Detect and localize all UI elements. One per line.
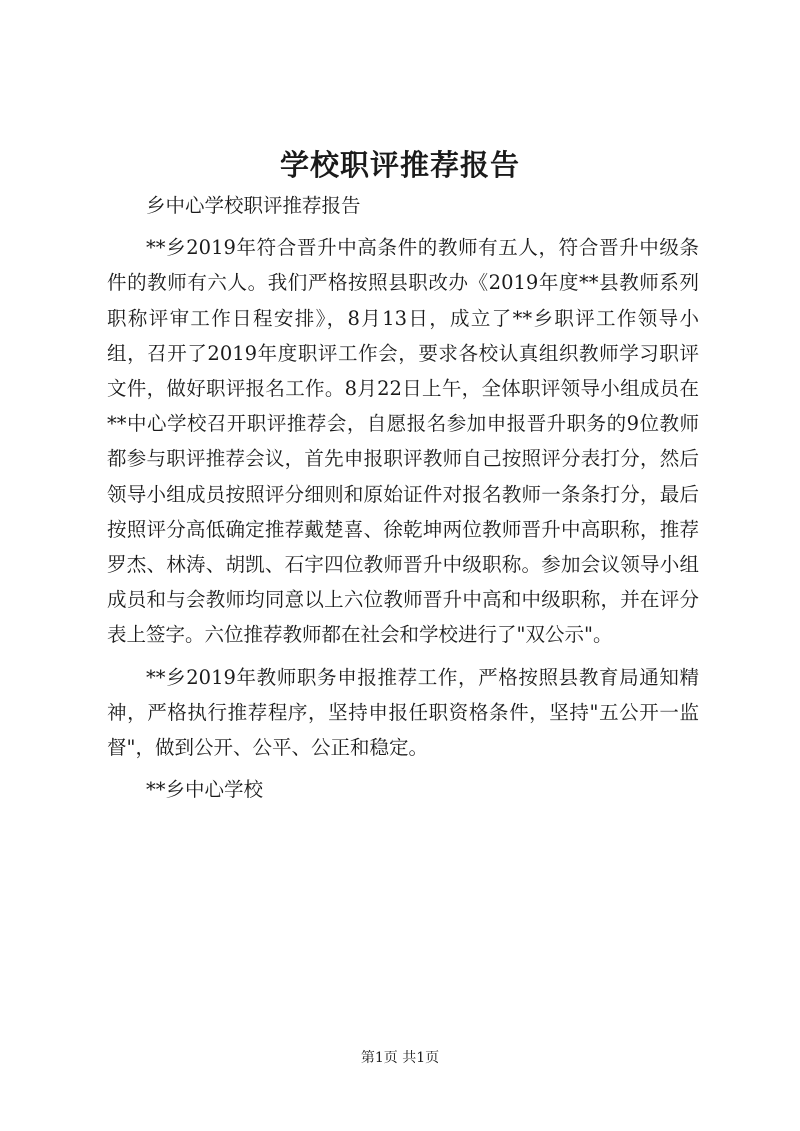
subtitle-line: 乡中心学校职评推荐报告 [146,194,361,217]
paragraph-2: **乡2019年教师职务申报推荐工作，严格按照县教育局通知精神，严格执行推荐程序，坚持申报任职资格条件，坚持"五公开一监督"，做到公开、公平、公正和稳定。 [107,665,699,760]
signature-line: **乡中心学校 [146,778,264,802]
document-body [107,188,699,814]
paragraph-1: **乡2019年符合晋升中高条件的教师有五人，符合晋升中级条件的教师有六人。我们严格按照县职改办《2019年度**县教师系列职称评审工作日程安排》，8月13日，成立了**乡职评工作领导小组，召开了2019年度职评工作会，要求各校认真组织教师学习职评文件，做好职评报名工作。8月22日上午，全体职评领导小组成员在**中心学校召开职评推荐会，自愿报名参加申报晋升职务的9位教师都参与职评推荐会议，首先申报职评教师自己按照评分表打分，然后领导小组成员按照评分细则和原始证件对报名教师一条条打分，最后按照评分高低确定推荐戴楚喜、徐乾坤两位教师晋升中高职称，推荐罗杰、林涛、胡凯、石宇四位教师晋升中级职称。参加会议领导小组成员和与会教师均同意以上六位教师晋升中高和中级职称，并在评分表上签字。六位推荐教师都在社会和学校进行了"双公示"。 [107,236,699,647]
page-footer: 第1页 共1页 [360,1050,440,1066]
document-title: 学校职评推荐报告 [279,148,520,182]
